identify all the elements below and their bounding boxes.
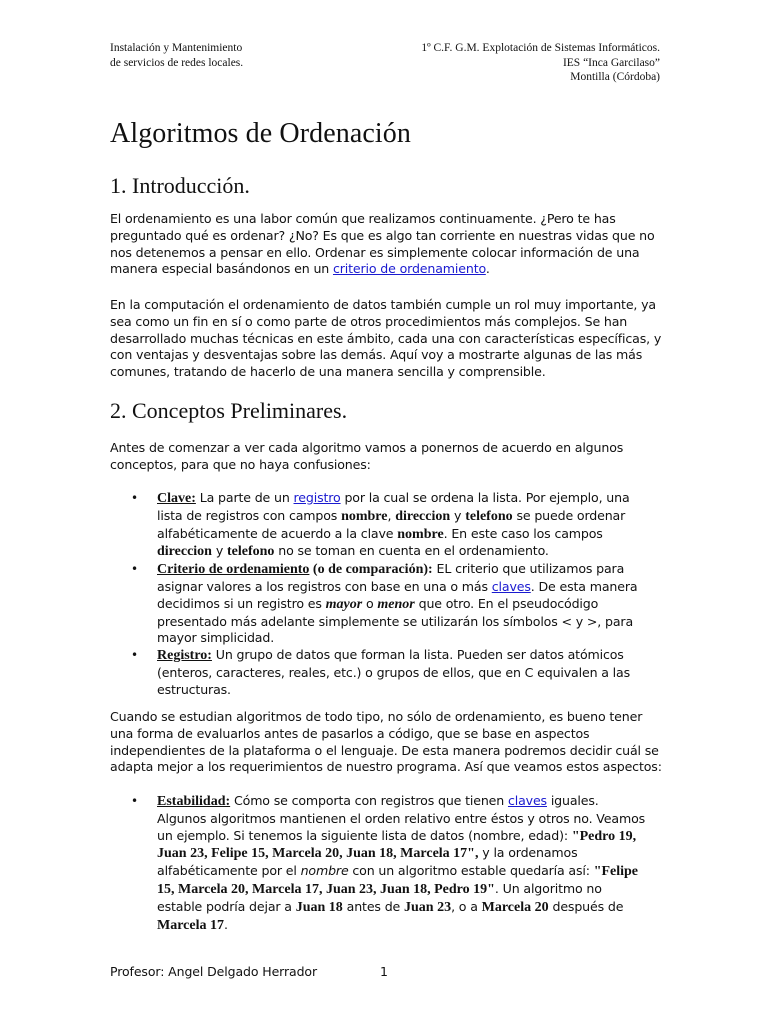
text-span: , bbox=[387, 507, 396, 523]
text-line: (enteros, caracteres, reales, etc.) o grupos de ellos, que en C equivalen a las bbox=[157, 664, 630, 680]
bold-italic-text: mayor bbox=[325, 596, 363, 612]
text-span: después de bbox=[548, 898, 624, 914]
text-line bbox=[157, 863, 660, 881]
text-line: comunes, tratando de hacerlo de una manera sencilla y comprensible. bbox=[110, 364, 546, 380]
text-span: , o a bbox=[451, 898, 482, 914]
bold-text: telefono bbox=[226, 544, 275, 560]
link-claves[interactable]: claves bbox=[507, 793, 547, 808]
text-span: Cómo se comporta con registros que tienen bbox=[230, 793, 508, 808]
bold-text: "Pedro 19, bbox=[571, 828, 637, 844]
section-heading-conceptos: 2. Conceptos Preliminares. bbox=[110, 398, 348, 423]
text-line: con ventajas y desventajas sobre las demás. Aquí voy a mostrarte algunas de las más bbox=[110, 347, 643, 363]
header-course bbox=[110, 41, 370, 70]
text-line bbox=[157, 543, 660, 561]
bold-text: Marcela 17 bbox=[157, 917, 224, 933]
text-line: estructuras. bbox=[157, 681, 231, 697]
text-span: La parte de un bbox=[195, 490, 294, 505]
text-line: desarrollado muchas técnicas en este ámbito, cada una con características específicas, y bbox=[110, 330, 662, 346]
text-line bbox=[110, 261, 660, 278]
bullet-icon: • bbox=[131, 562, 138, 577]
text-span: EL criterio que utilizamos para bbox=[432, 561, 625, 577]
text-line bbox=[157, 561, 660, 579]
text-span: con un algoritmo estable quedaría así: bbox=[348, 863, 594, 879]
text-line bbox=[157, 596, 660, 614]
italic-text: nombre bbox=[300, 863, 349, 879]
bold-text: direccion bbox=[395, 508, 451, 524]
bold-text: nombre bbox=[397, 526, 444, 542]
text-line bbox=[157, 793, 660, 811]
document-title: Algoritmos de Ordenación bbox=[110, 118, 411, 149]
list-item-criterio bbox=[110, 561, 660, 647]
text-line: sea como un fin en sí o como parte de otros procedimientos más complejos. Se han bbox=[110, 313, 628, 329]
text-line bbox=[157, 845, 660, 863]
text-span: iguales. bbox=[546, 793, 599, 808]
term-criterio: Criterio de ordenamiento bbox=[157, 562, 310, 578]
text-span: asignar valores a los registros con base en una o más bbox=[157, 578, 492, 594]
text-line: nos detenemos a pensar en ello. Ordenar es simplemente colocar información de una bbox=[110, 244, 640, 260]
bold-text: Marcela 20 bbox=[481, 899, 549, 915]
text-line: presentado más adelante simplemente se utilizarán los símbolos < y >, para bbox=[157, 613, 634, 629]
header-left-line: Instalación y Mantenimiento bbox=[110, 42, 243, 54]
text-line bbox=[157, 899, 660, 917]
bold-text: Juan 23 bbox=[404, 899, 452, 915]
list-item-clave bbox=[110, 490, 660, 561]
text-span: no se toman en cuenta en el ordenamiento. bbox=[274, 543, 549, 559]
text-span: decidimos si un registro es bbox=[157, 595, 326, 611]
paragraph-conceptos-intro bbox=[110, 440, 660, 474]
bold-text: direccion bbox=[157, 544, 212, 560]
text-span: . De esta manera bbox=[530, 578, 638, 594]
text-line bbox=[157, 647, 660, 665]
bold-text: 15, Marcela 20, Marcela 17, Juan 23, Juan 18, Pedro 19" bbox=[157, 881, 495, 897]
page-number: 1 bbox=[380, 964, 388, 979]
text-line: Antes de comenzar a ver cada algoritmo vamos a ponernos de acuerdo en algunos bbox=[110, 440, 624, 455]
term-estabilidad: Estabilidad: bbox=[157, 794, 231, 809]
header-institution bbox=[360, 41, 660, 85]
bold-text: Juan 23, Felipe 15, Marcela 20, Juan 18, Marcela 17", bbox=[157, 846, 479, 862]
link-registro[interactable]: registro bbox=[293, 490, 341, 505]
term-clave: Clave: bbox=[157, 491, 196, 506]
text-line bbox=[157, 579, 660, 596]
text-line: mayor simplicidad. bbox=[157, 630, 275, 646]
paragraph-intro-1 bbox=[110, 211, 660, 278]
text-line bbox=[157, 881, 660, 899]
text-span: . En este caso los campos bbox=[443, 525, 603, 541]
bullet-icon: • bbox=[131, 648, 138, 663]
text-span: y bbox=[211, 543, 227, 559]
bold-text: nombre bbox=[341, 508, 388, 524]
text-line bbox=[157, 508, 660, 526]
bold-text: Juan 18 bbox=[295, 899, 343, 915]
text-span: alfabéticamente por el bbox=[157, 863, 301, 879]
header-right-line: IES “Inca Garcilaso” bbox=[562, 56, 660, 69]
link-criterio-de-ordenamiento[interactable]: criterio de ordenamiento bbox=[332, 261, 486, 277]
text-line: Algunos algoritmos mantienen el orden relativo entre éstos y otros no. Veamos bbox=[157, 810, 646, 826]
text-span: . bbox=[224, 916, 228, 932]
document-page bbox=[110, 0, 660, 1024]
text-line bbox=[157, 917, 660, 935]
paragraph-intro-2 bbox=[110, 297, 660, 381]
paragraph-evaluacion bbox=[110, 709, 660, 776]
text-span: o bbox=[362, 595, 378, 611]
bullet-icon: • bbox=[131, 491, 138, 505]
bold-text: telefono bbox=[465, 508, 513, 524]
list-item-estabilidad bbox=[110, 793, 660, 934]
text-span: antes de bbox=[342, 898, 404, 914]
text-line: adapta mejor a los requerimientos de nuestro programa. Así que veamos estos aspectos: bbox=[110, 759, 662, 775]
text-span: y la ordenamos bbox=[478, 845, 578, 861]
text-line: Cuando se estudian algoritmos de todo tipo, no sólo de ordenamiento, es bueno tener bbox=[110, 709, 643, 724]
list-item-registro bbox=[110, 647, 660, 698]
text-line bbox=[157, 490, 660, 508]
text-span: Un grupo de datos que forman la lista. Pueden ser datos atómicos bbox=[211, 647, 624, 663]
text-span: manera especial basándonos en un bbox=[110, 261, 333, 277]
bold-italic-text: menor bbox=[377, 596, 415, 612]
aspects-list bbox=[110, 793, 660, 934]
text-span: . Un algoritmo no bbox=[494, 880, 602, 896]
text-span: se puede ordenar bbox=[512, 507, 626, 523]
text-line: una forma de evaluarlos antes de pasarlos a código, que se base en aspectos bbox=[110, 725, 590, 741]
bold-text: (o de comparación): bbox=[309, 562, 433, 578]
text-line bbox=[157, 526, 660, 544]
text-span: lista de registros con campos bbox=[157, 507, 342, 523]
text-line bbox=[157, 828, 660, 846]
header-left-line: de servicios de redes locales. bbox=[110, 56, 244, 69]
term-registro: Registro: bbox=[157, 648, 212, 664]
text-span: que otro. En el pseudocódigo bbox=[414, 595, 599, 611]
bold-text: "Felipe bbox=[593, 864, 639, 880]
text-span: alfabéticamente de acuerdo a la clave bbox=[157, 525, 398, 541]
link-claves[interactable]: claves bbox=[491, 578, 531, 594]
header-right-line: Montilla (Córdoba) bbox=[570, 71, 660, 83]
text-span: un ejemplo. Si tenemos la siguiente lista de datos (nombre, edad): bbox=[157, 827, 572, 843]
text-span: . bbox=[485, 261, 490, 277]
text-span: por la cual se ordena la lista. Por ejemplo, una bbox=[340, 490, 630, 505]
text-line: preguntado qué es ordenar? ¿No? Es que es algo tan corriente en nuestras vidas que no bbox=[110, 227, 655, 243]
footer-professor: Profesor: Angel Delgado Herrador bbox=[110, 964, 317, 979]
bullet-icon: • bbox=[131, 794, 138, 808]
text-line: independientes de la plataforma o el lenguaje. De esta manera podremos decidir cuál se bbox=[110, 742, 659, 758]
text-line: conceptos, para que no haya confusiones: bbox=[110, 456, 371, 472]
text-line: El ordenamiento es una labor común que realizamos continuamente. ¿Pero te has bbox=[110, 211, 616, 226]
definitions-list bbox=[110, 490, 660, 699]
text-line: En la computación el ordenamiento de datos también cumple un rol muy importante, ya bbox=[110, 297, 657, 312]
header-right-line: 1º C.F. G.M. Explotación de Sistemas Informáticos. bbox=[421, 42, 660, 54]
text-span: estable podría dejar a bbox=[157, 898, 296, 914]
section-heading-introduccion: 1. Introducción. bbox=[110, 173, 250, 198]
text-span: y bbox=[450, 507, 466, 523]
